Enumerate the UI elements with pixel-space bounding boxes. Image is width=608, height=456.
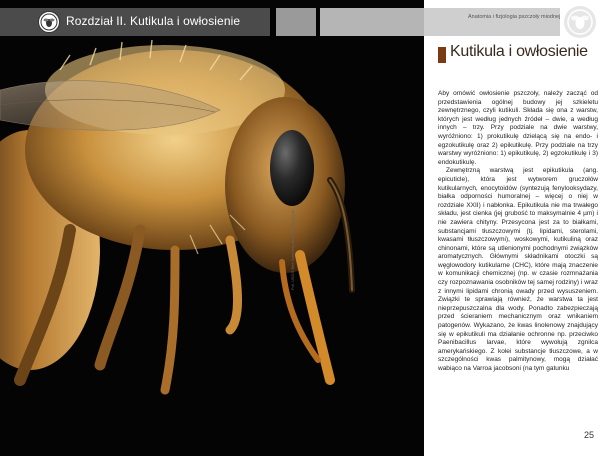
page-number: 25 <box>584 430 595 440</box>
section-heading: Kutikula i owłosienie <box>450 43 588 60</box>
bee-emblem-icon <box>564 6 596 38</box>
right-page <box>424 0 608 456</box>
running-head: Anatomia i fizjologia pszczoły miodnej <box>468 14 561 20</box>
heading-marker <box>438 47 446 63</box>
photo-credit: Fot. USGS Bee Inventory and Monitoring Lab <box>290 209 295 290</box>
paragraph: Zewnętrzną warstwą jest epikutikula (ang. epicuticle), która jest wytworem gruczołów kutikularnych, enocytoidów (syntezują fenylooksydazy, białka odporności humoralnej – więcej o niej w rozdziale XXII) i nabłonka. Epikutikula nie ma trwałego składu, jest cienka (jej grubość to maksymalnie 4 µm) i nie zawiera chityny. Przesycona jest za to białkami, substancjami tłuszczowymi (tj. lipidami, sterolami, kwasami tłuszczowymi), woskowymi, kutikuliną oraz chinonami, które są utlenionymi pochodnymi związków aromatycznych. Głównymi składnikami otoczki są węglowodory kutikularne (CHC), które mają znaczenie w komunikacji chemicznej (np. w czasie rozmnażania czy rozpoznawania osobników tej samej rodziny) i wraz z innymi lipidami chronią owady przed wysuszeniem. Związki te sprawiają również, że warstwa ta jest nieprzepuszczalna dla wody. Ponadto zabezpieczają przed ścieraniem mechanicznym oraz wnikaniem patogenów. Wykazano, że kwas linolenowy znajdujący się w epikutikuli ma działanie ochronne np. przeciwko Paenibacillus larvae, które wywołują zgnilca amerykańskiego. Z kolei substancje tłuszczowe, a w szczególności kwas palmitynowy, mogą działać wabiąco na Varroa jacobsoni (na tym gatunku <box>438 167 598 372</box>
bee-emblem-icon <box>38 11 60 33</box>
running-head-band <box>424 8 560 36</box>
chapter-title: Rozdział II. Kutikula i owłosienie <box>66 14 241 28</box>
body-text <box>438 90 598 374</box>
paragraph: Aby omówić owłosienie pszczoły, należy zacząć od przedstawienia ogólnej budowy jej szkieletu zewnętrznego, czyli kutikuli. Składa się ona z warstw, których jest według jednych źródeł – dwie, a według innych – trzy. Przy podziale na dwie warstwy, wyróżniono: 1) prokutikulę dzielącą się na endo- i egzokutikulę oraz 2) epikutikulę. Przy podziale na trzy warstwy wyróżniono: 1) epikutikulę, 2) egzokutikulę i 3) endokutikulę. <box>438 90 598 166</box>
chapter-header-bar <box>0 8 424 36</box>
